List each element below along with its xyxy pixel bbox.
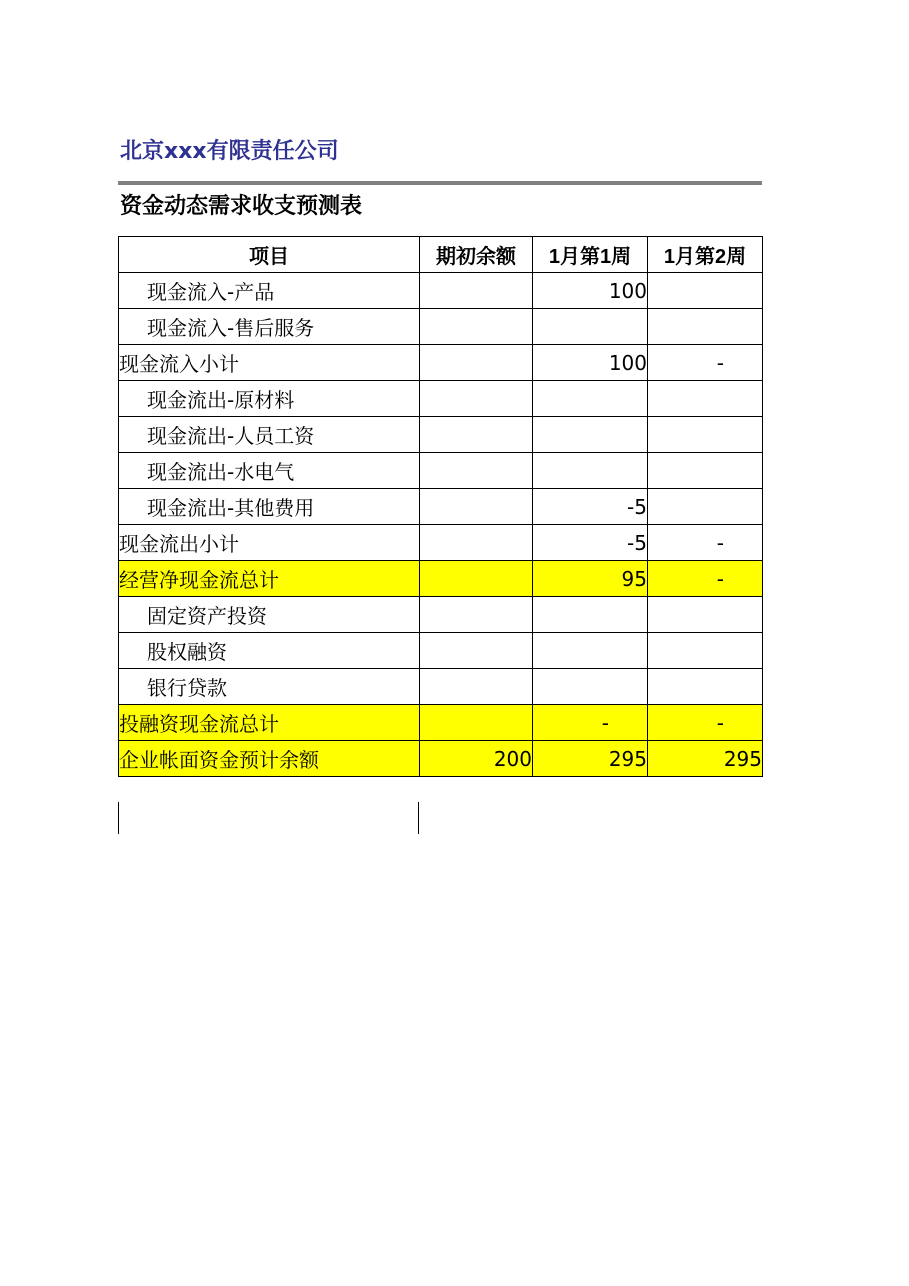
table-row <box>119 741 763 777</box>
week1-cell: 100 <box>533 345 648 381</box>
table-body <box>119 273 763 777</box>
week2-cell: 295 <box>648 741 763 777</box>
opening-balance-cell <box>420 273 533 309</box>
row-label: 股权融资 <box>119 633 420 669</box>
table-row <box>119 561 763 597</box>
opening-balance-cell: 200 <box>420 741 533 777</box>
table-row <box>119 453 763 489</box>
table-header-row <box>119 237 763 273</box>
week2-cell <box>648 489 763 525</box>
row-label: 现金流出-其他费用 <box>119 489 420 525</box>
week2-cell <box>648 453 763 489</box>
week1-cell: -5 <box>533 489 648 525</box>
week1-cell: - <box>533 705 648 741</box>
week2-cell <box>648 633 763 669</box>
column-header-opening-balance: 期初余额 <box>420 237 533 273</box>
table-row <box>119 705 763 741</box>
week1-cell: -5 <box>533 525 648 561</box>
week1-cell <box>533 633 648 669</box>
table-row <box>119 597 763 633</box>
table-row <box>119 417 763 453</box>
week2-cell <box>648 417 763 453</box>
week1-cell: 295 <box>533 741 648 777</box>
row-label: 投融资现金流总计 <box>119 705 420 741</box>
row-label: 企业帐面资金预计余额 <box>119 741 420 777</box>
week2-cell <box>648 309 763 345</box>
column-header-week1: 1月第1周 <box>533 237 648 273</box>
report-title: 资金动态需求收支预测表 <box>120 194 363 219</box>
row-label: 固定资产投资 <box>119 597 420 633</box>
opening-balance-cell <box>420 489 533 525</box>
opening-balance-cell <box>420 597 533 633</box>
row-label: 现金流入-产品 <box>119 273 420 309</box>
week2-cell: - <box>648 525 763 561</box>
opening-balance-cell <box>420 633 533 669</box>
title-divider <box>118 181 762 185</box>
week1-cell <box>533 381 648 417</box>
cash-flow-table <box>118 236 763 777</box>
week1-cell <box>533 669 648 705</box>
table-row <box>119 309 763 345</box>
week1-cell: 100 <box>533 273 648 309</box>
table-row <box>119 345 763 381</box>
table-row <box>119 489 763 525</box>
row-label: 经营净现金流总计 <box>119 561 420 597</box>
row-label: 银行贷款 <box>119 669 420 705</box>
opening-balance-cell <box>420 525 533 561</box>
row-label: 现金流出-人员工资 <box>119 417 420 453</box>
opening-balance-cell <box>420 453 533 489</box>
opening-balance-cell <box>420 417 533 453</box>
week2-cell: - <box>648 561 763 597</box>
week1-cell <box>533 309 648 345</box>
column-header-item: 项目 <box>119 237 420 273</box>
table-trailing-border-left <box>118 802 119 834</box>
company-name: 北京xxx有限责任公司 <box>120 139 339 164</box>
week2-cell <box>648 381 763 417</box>
table-trailing-border-mid <box>418 802 419 834</box>
table-row <box>119 669 763 705</box>
row-label: 现金流入小计 <box>119 345 420 381</box>
row-label: 现金流出-原材料 <box>119 381 420 417</box>
opening-balance-cell <box>420 309 533 345</box>
week1-cell <box>533 417 648 453</box>
week2-cell: - <box>648 705 763 741</box>
row-label: 现金流出-水电气 <box>119 453 420 489</box>
row-label: 现金流出小计 <box>119 525 420 561</box>
table-row <box>119 381 763 417</box>
week2-cell <box>648 273 763 309</box>
week1-cell <box>533 597 648 633</box>
week1-cell <box>533 453 648 489</box>
table-row <box>119 273 763 309</box>
opening-balance-cell <box>420 561 533 597</box>
week1-cell: 95 <box>533 561 648 597</box>
opening-balance-cell <box>420 345 533 381</box>
opening-balance-cell <box>420 669 533 705</box>
week2-cell: - <box>648 345 763 381</box>
table-row <box>119 633 763 669</box>
week2-cell <box>648 597 763 633</box>
week2-cell <box>648 669 763 705</box>
opening-balance-cell <box>420 381 533 417</box>
opening-balance-cell <box>420 705 533 741</box>
column-header-week2: 1月第2周 <box>648 237 763 273</box>
row-label: 现金流入-售后服务 <box>119 309 420 345</box>
table-row <box>119 525 763 561</box>
